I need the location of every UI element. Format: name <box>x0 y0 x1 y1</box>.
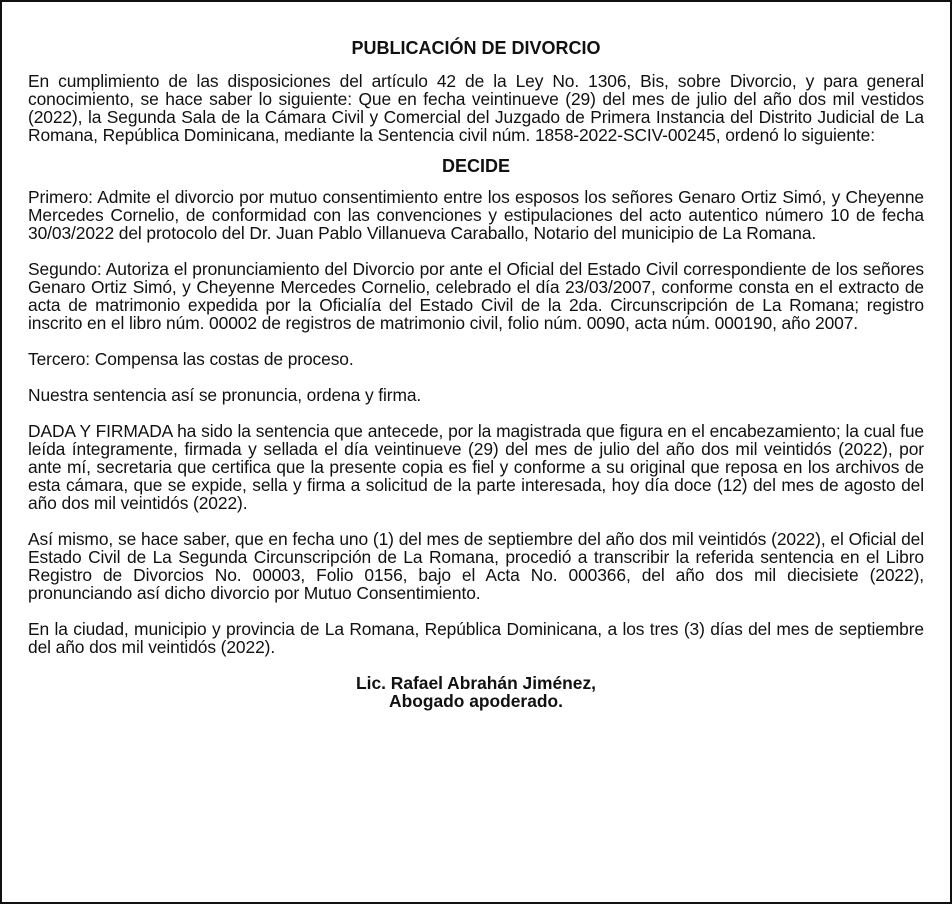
primero-paragraph: Primero: Admite el divorcio por mutuo consentimiento entre los esposos los señores Genaro Ortiz Simó, y Cheyenne Mercedes Cornelio, de conformidad con las convenciones y estipulaciones del acto autentico número 10 de fecha 30/03/2022 del protocolo del Dr. Juan Pablo Villanueva Caraballo, Notario del municipio de La Romana. <box>28 187 924 243</box>
ciudad-paragraph: En la ciudad, municipio y provincia de La Romana, República Dominicana, a los tres (3) días del mes de septiembre del año dos mil veintidós (2022). <box>28 619 924 657</box>
decide-heading: DECIDE <box>441 156 510 176</box>
segundo-paragraph: Segundo: Autoriza el pronunciamiento del Divorcio por ante el Oficial del Estado Civil correspondiente de los señores Genaro Ortiz Simó, y Cheyenne Mercedes Cornelio, celebrado el día 23/03/2007, conforme consta en el extracto de acta de matrimonio expedida por la Oficialía del Estado Civil de la 2da. Circunscripción de La Romana; registro inscrito en el libro núm. 00002 de registros de matrimonio civil, folio núm. 0090, acta núm. 000190, año 2007. <box>28 259 924 333</box>
pronuncia-paragraph: Nuestra sentencia así se pronuncia, ordena y firma. <box>28 385 422 405</box>
signature-name: Lic. Rafael Abrahán Jiménez, <box>355 673 596 693</box>
intro-paragraph: En cumplimiento de las disposiciones del artículo 42 de la Ley No. 1306, Bis, sobre Divorcio, y para general conocimiento, se hace saber lo siguiente: Que en fecha veintinueve (29) del mes de julio del año dos mil vestidos (2022), la Segunda Sala de la Cámara Civil y Comercial del Juzgado de Primera Instancia del Distrito Judicial de La Romana, República Dominicana, mediante la Sentencia civil núm. 1858-2022-SCIV-00245, ordenó lo siguiente: <box>28 71 924 145</box>
tercero-paragraph: Tercero: Compensa las costas de proceso. <box>28 349 354 369</box>
signature-block <box>28 674 924 710</box>
notice-title: PUBLICACIÓN DE DIVORCIO <box>351 38 601 58</box>
dada-paragraph: DADA Y FIRMADA ha sido la sentencia que antecede, por la magistrada que figura en el encabezamiento; la cual fue leída íntegramente, firmada y sellada el día veintinueve (29) del mes de julio del año dos mil veintidós (2022), por ante mí, secretaria que certifica que la presente copia es fiel y conforme a su original que reposa en los archivos de esta cámara, que se expide, sella y firma a solicitud de la parte interesada, hoy día doce (12) del mes de agosto del año dos mil veintidós (2022). <box>28 421 924 513</box>
signature-role: Abogado apoderado. <box>389 691 563 711</box>
asimismo-paragraph: Así mismo, se hace saber, que en fecha uno (1) del mes de septiembre del año dos mil veintidós (2022), el Oficial del Estado Civil de La Segunda Circunscripción de La Romana, procedió a transcribir la referida sentencia en el Libro Registro de Divorcios No. 00003, Folio 0156, bajo el Acta No. 000366, del año dos mil diecisiete (2022), pronunciando así dicho divorcio por Mutuo Consentimiento. <box>28 529 924 603</box>
